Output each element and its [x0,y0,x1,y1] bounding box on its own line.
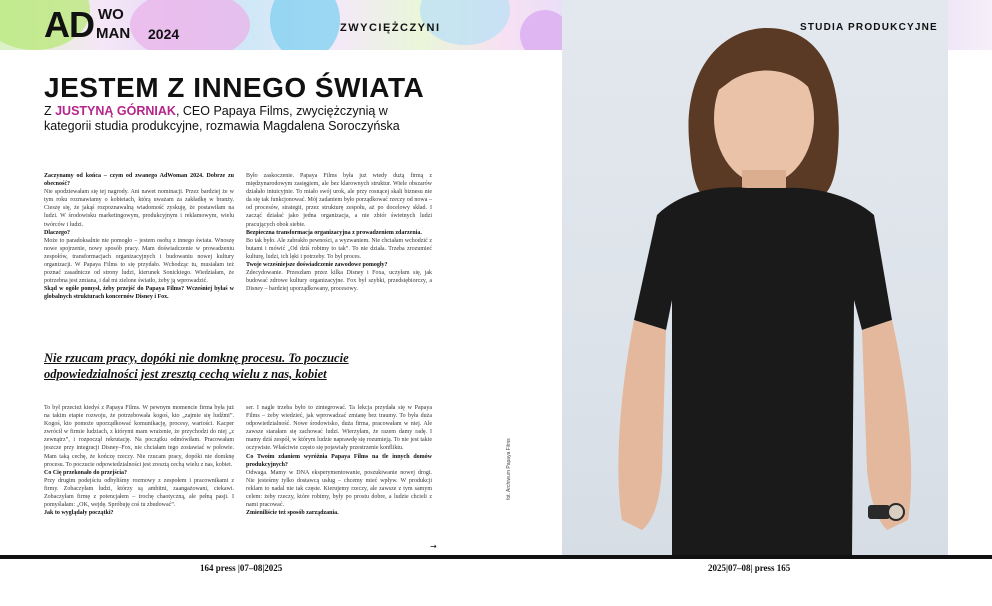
interview-question: Co Twoim zdaniem wyróżnia Papaya Films na tle innych domów produkcyjnych? [246,453,432,468]
logo-year: 2024 [148,26,180,42]
interview-question: Dlaczego? [44,229,70,236]
logo-man: MAN [96,25,131,42]
portrait-illustration [562,0,948,556]
logo-ad: AD [44,4,94,45]
interview-question: Twoje wcześniejsze doświadczenie zawodowe pomogły? [246,262,388,269]
logo-wo: WO [98,6,124,23]
interview-answer: ser. I nagle trzeba było to zintegrować. Ta lekcja przydała się w Papaya Films – żeby wiedzieć, jak wprowadzać zmianę bez traumy. To była duża odpowiedzialność. Nowe środowisko, duża firma, pracowałam w niej. Ale zawsze starałam się zachować ludzi. Wierzyłam, że razem damy radę. I mamy dziś zespół, w którym ludzie naprawdę się rozumieją. To nie jest takie oczywiste. Właściwie często się pojawiały przestrzenie konfliktu. [246,405,432,452]
page-margin-right [948,50,992,556]
interview-question: Co Cię przekonało do przejścia? [44,469,127,476]
body-column-1-top [44,172,234,328]
interview-question: Skąd w ogóle pomysł, żeby przejść do Papaya Films? Wcześniej byłaś w globalnych strukturach koncernów Disney i Fox. [44,286,234,301]
body-column-2-top [246,172,432,328]
interview-answer: Przy drugim podejściu odbyliśmy rozmowy z zespołem i pracownikami z firmy. Zobaczyłam ludzi, którzy są ambitni, zaangażowani, ciekawi. Zobaczyłam firmę z potencjałem – trochę chaotyczną, ale pełną pasji. I pomyślałam: „OK, wejdę. Spróbuję coś tu zbudować”. [44,477,234,509]
interview-answer: Bo tak było. Ale zabrakło pewności, a wyzwaniem. Nie chciałam wchodzić z butami i mówić „Od dziś robimy to tak”. To nie działa. Trzeba zrozumieć kulturę, ludzi, ich lęki i potrzeby. To był proces. [246,237,432,260]
body-column-2-bottom [246,404,432,540]
interview-answer: To był przecież kiedyś z Papaya Films. W pewnym momencie firma była już na takim etapie rozwoju, że potrzebowała kogoś, kto „zajmie się ludźmi”. Kogoś, kto pomoże uporządkować komunikację, procesy, wartości. Kacper zwrócił w firmie ludziach, z którymi mam wrażenie, że przychodzi do niej „z zewnątrz”, i rozpoczął rekrutację. Na początku odmówiłam. Pracowałam jeszcze przy integracji Disney–Fox, nie chciałam tego zostawiać w połowie. Mam taką cechę, że kończę rzeczy. Nie rzucam pracy, dopóki nie domknę procesu. To poczucie odpowiedzialności jest zresztą cechą wielu z nas, kobiet. [44,405,234,468]
interview-answer: Odwaga. Mamy w DNA eksperymentowanie, poszukiwanie nowej drogi. Nie jesteśmy tylko dostawcą usług – chcemy mieć wpływ. W produkcji reklam to nadal nie tak częste. Kierujemy rzeczy, ale zawsze z tym samym celem: żeby rzeczy, które robimy, były po prostu dobre, a ludzie chcieli z nami pracować. [246,469,432,509]
decorative-blob [270,0,340,50]
decorative-blob [130,0,250,50]
folio-right: 2025|07–08| press 165 [708,563,791,573]
lead-name: JUSTYNĄ GÓRNIAK [55,104,176,118]
interview-answer: Zdecydowanie. Przeszłam przez kilka Disney i Foxa, uczyłam się, jak budować zdrowe kultury organizacyjne. Fox był szybki, przedsiębiorczy, a Disney – bardziej uporządkowany, procesowy. [246,270,432,293]
banner-right-strip [948,0,992,50]
interview-answer: Może to paradoksalnie nie pomogło – jestem osobą z innego świata. Wnoszę nowe spojrzenie, nowy sposób pracy. Mam doświadczenie w prowadzeniu zespołów, transformacjach organizacyjnych i budowaniu nowej kultury organizacji. W Papaya Films to się przydało. Wchodząc tu, musiałam też poznać zasadnicze od strony ludzi, kierunek Sonickiego. Wiedziałam, że potrzebna jest zmiana, i dał mi zielone światło, żeby ją wprowadzić. [44,237,234,285]
interview-question: Zmieniliście też sposób zarządzania. [246,510,339,517]
lead-prefix: Z [44,104,56,118]
folio-left: 164 press |07–08|2025 [200,563,283,573]
interview-question: Jak to wyglądały początki? [44,510,114,517]
interview-question: Zaczynamy od końca – czym od zwanego AdWoman 2024. Dobrze zu obecność? [44,173,234,188]
interview-question: Bezpieczna transformacja organizacyjna z prowadzeniem zdarzenia. [246,229,422,236]
portrait-photo [562,0,948,556]
section-label-left: ZWYCIĘŻCZYNI [340,22,441,34]
section-label-right: STUDIA PRODUKCYJNE [800,22,938,33]
article-lead [44,104,404,134]
article-title: JESTEM Z INNEGO ŚWIATA [44,72,425,103]
interview-answer: Było zaskoczenie. Papaya Films była już wtedy dużą firmą z międzynarodowym zasięgiem, ale bez klarownych struktur. Wiele obszarów działało intuicyjnie. To miało swój urok, ale przy rosnącej skali biznesu nie da się tak funkcjonować. Mój zadaniem było porządkować rzeczy od nowa – od procesów, strategii, przez strukturę zespołu, aż po docelowy skład. I zacząć działać jako jedna organizacja, a nie zbiór świetnych ludzi pracujących obok siebie. [246,173,432,228]
pull-quote: Nie rzucam pracy, dopóki nie domknę procesu. To poczucie odpowiedzialności jest zresztą cechą wielu z nas, kobiet [44,351,349,381]
continue-arrow: → [430,542,437,551]
lead-rest: , CEO Papaya Films, zwyciężczynią w kategorii studia produkcyjne, rozmawia Magdalena Soroczyńska [44,104,400,133]
photo-credit: fot. Archiwum Papaya Films [506,438,512,500]
body-column-1-bottom [44,404,234,552]
interview-answer: Nie spodziewałam się tej nagrody. Ani nawet nominacji. Przez bardziej że w tym roku rozmawiamy o kobietach, którą uważam za zakładkę w branży. Cieszę się, że jakąś rozpoznawalną wiadomość zyskuję, że postawiłam na ludzi. W środowisku marketingowym, produkcyjnym i reklamowym, wielu twórców i ludzi. [44,189,234,228]
footer-rule [0,555,992,559]
decorative-blob [520,10,562,50]
